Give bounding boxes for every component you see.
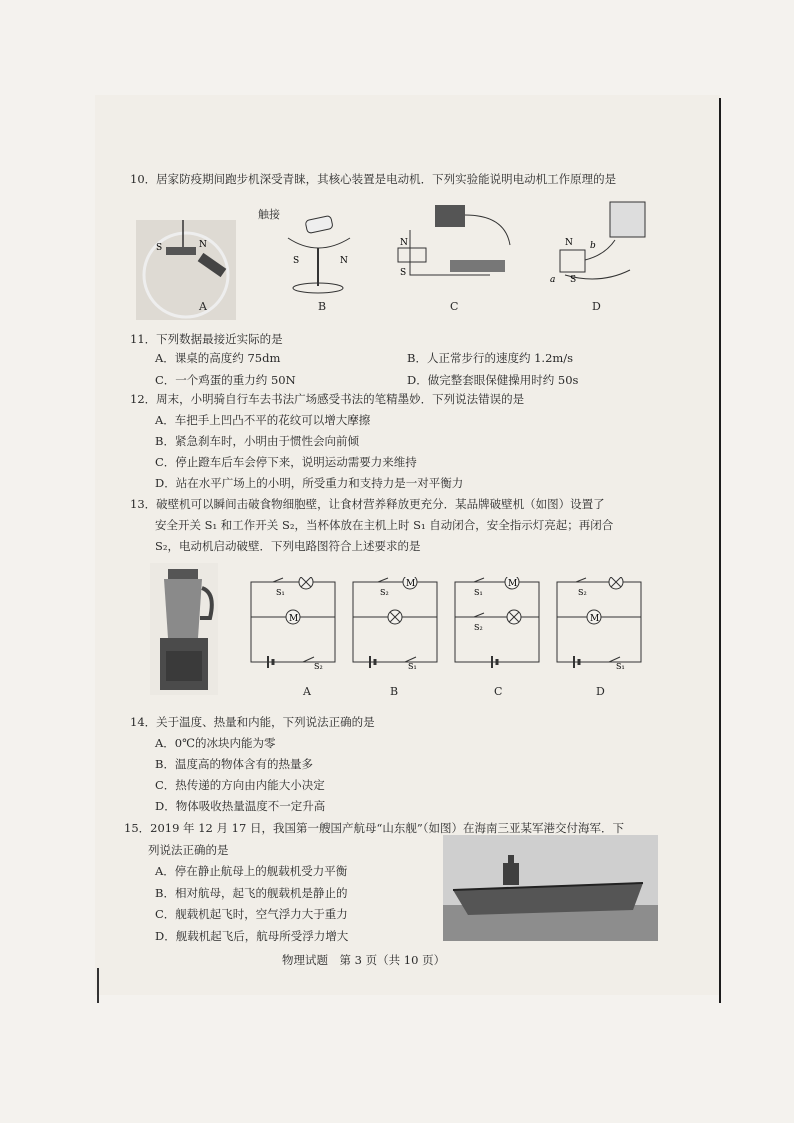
q13-stem-line-3: S₂，电动机启动破壁．下列电路图符合上述要求的是 <box>155 539 421 553</box>
q14-option-b: B．温度高的物体含有的热量多 <box>155 757 313 771</box>
q13a-s1: S₁ <box>276 588 285 597</box>
q10a-s: S <box>156 243 163 253</box>
q10-label-d: D <box>592 300 601 313</box>
q10d-s: S <box>570 275 577 285</box>
q11-option-d: D．做完整套眼保健操用时约 50s <box>407 373 579 387</box>
binding-line <box>719 98 721 1003</box>
q15-option-a: A．停在静止航母上的舰载机受力平衡 <box>155 864 348 878</box>
q13d-motor: M <box>590 614 600 624</box>
q13-label-a: A <box>303 685 311 698</box>
q10b-note: 触接 <box>258 208 280 221</box>
q15-option-d: D．舰载机起飞后，航母所受浮力增大 <box>155 929 349 943</box>
q13d-s2: S₂ <box>578 588 587 597</box>
q13-stem-line-2: 安全开关 S₁ 和工作开关 S₂，当杯体放在主机上时 S₁ 自动闭合，安全指示灯亮起；再闭合 <box>155 518 614 532</box>
q13a-s2: S₂ <box>314 662 323 669</box>
q13d-s1: S₁ <box>616 662 625 669</box>
q10-label-a: A <box>199 300 207 313</box>
q13c-motor: M <box>508 579 518 589</box>
q14-option-d: D．物体吸收热量温度不一定升高 <box>155 799 326 813</box>
q10c-s: S <box>400 268 407 278</box>
q10-figure-c <box>390 200 515 295</box>
page-footer: 物理试题 第 3 页（共 10 页） <box>282 953 446 967</box>
q10b-s: S <box>293 256 300 266</box>
q13c-s2: S₂ <box>474 623 483 632</box>
q10b-n: N <box>340 256 348 266</box>
q10-label-b: B <box>318 300 327 313</box>
q15-stem-line-2: 列说法正确的是 <box>148 843 229 857</box>
q11-option-c: C．一个鸡蛋的重力约 50N <box>155 373 296 387</box>
q15-stem-line-1: 15．2019 年 12 月 17 日，我国第一艘国产航母“山东舰”（如图）在海南三亚某军港交付海军．下 <box>124 821 624 835</box>
q13-stem-line-1: 13．破壁机可以瞬间击破食物细胞壁，让食材营养释放更充分．某品牌破壁机（如图）设置了 <box>130 497 605 511</box>
q13-label-d: D <box>596 685 605 698</box>
q10-label-c: C <box>450 300 459 313</box>
q10c-n: N <box>400 238 408 248</box>
q14-option-c: C．热传递的方向由内能大小决定 <box>155 778 325 792</box>
q10-figure-b <box>268 208 368 298</box>
q14-option-a: A．0℃的冰块内能为零 <box>155 736 276 750</box>
q12-option-c: C．停止蹬车后车会停下来，说明运动需要力来维持 <box>155 455 417 469</box>
q13a-motor: M <box>289 614 299 624</box>
q10-figure-d <box>545 200 655 295</box>
q10d-b: b <box>590 241 596 251</box>
q10d-n: N <box>565 238 573 248</box>
q12-stem: 12．周末，小明骑自行车去书法广场感受书法的笔精墨妙．下列说法错误的是 <box>130 392 525 406</box>
q15-option-c: C．舰载机起飞时，空气浮力大于重力 <box>155 907 348 921</box>
q13b-s2: S₂ <box>380 588 389 597</box>
q13b-motor: M <box>406 579 416 589</box>
q10d-a: a <box>550 275 556 285</box>
q13b-s1: S₁ <box>408 662 417 669</box>
q12-option-b: B．紧急刹车时，小明由于惯性会向前倾 <box>155 434 359 448</box>
q10-figure-a <box>136 220 236 320</box>
q12-option-a: A．车把手上凹凸不平的花纹可以增大摩擦 <box>155 413 371 427</box>
q13-circuit-d <box>554 577 644 669</box>
q10-stem: 10．居家防疫期间跑步机深受青睐，其核心装置是电动机．下列实验能说明电动机工作原理的是 <box>130 172 617 186</box>
q13-circuit-c <box>452 577 542 669</box>
q13-label-b: B <box>390 685 399 698</box>
q12-option-d: D．站在水平广场上的小明，所受重力和支持力是一对平衡力 <box>155 476 464 490</box>
q11-stem: 11．下列数据最接近实际的是 <box>130 332 283 346</box>
aircraft-carrier-photo <box>443 835 658 941</box>
margin-mark <box>97 968 99 1003</box>
q13-circuit-a <box>248 577 338 669</box>
q11-option-b: B．人正常步行的速度约 1.2m/s <box>407 351 574 365</box>
q13-circuit-b <box>350 577 440 669</box>
q13-label-c: C <box>494 685 503 698</box>
q10a-n: N <box>199 240 207 250</box>
q11-option-a: A．课桌的高度约 75dm <box>155 351 281 365</box>
q15-option-b: B．相对航母，起飞的舰载机是静止的 <box>155 886 348 900</box>
q13c-s1: S₁ <box>474 588 483 597</box>
q14-stem: 14．关于温度、热量和内能，下列说法正确的是 <box>130 715 375 729</box>
blender-photo <box>150 563 218 695</box>
